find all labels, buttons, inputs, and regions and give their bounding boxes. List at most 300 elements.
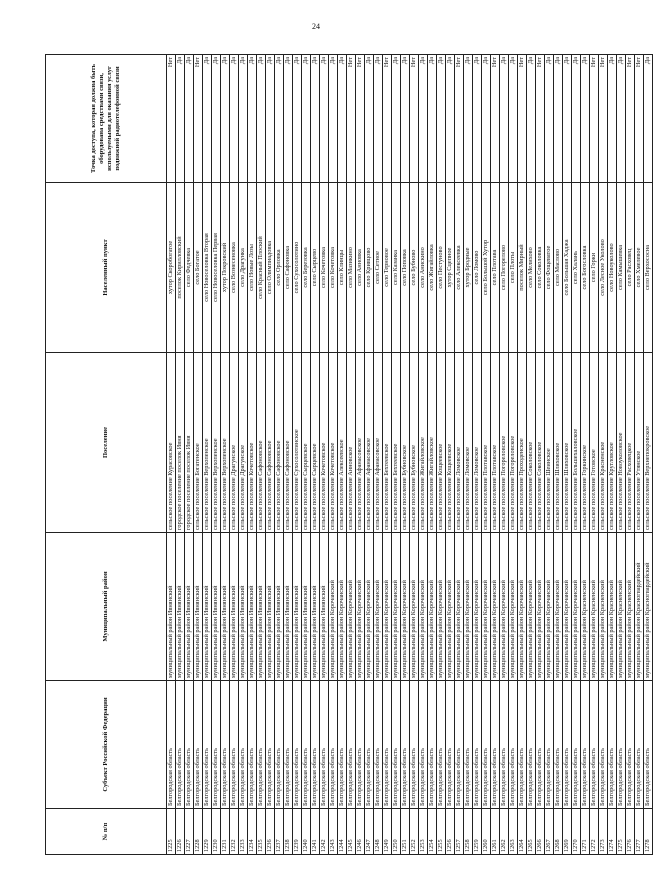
row-subject: Белгородская область <box>203 681 212 809</box>
row-number: 1239 <box>293 809 302 855</box>
row-access-point: Да <box>572 55 581 183</box>
row-access-point: Да <box>437 55 446 183</box>
row-settlement: сельское поселение Афанасовское <box>365 353 374 533</box>
row-settlement: сельское поселение Верхопенское <box>221 353 230 533</box>
row-district: муниципальный район Красненский <box>590 533 599 681</box>
row-subject: Белгородская область <box>194 681 203 809</box>
row-district: муниципальный район Ивнянский <box>293 533 302 681</box>
row-number: 1249 <box>383 809 392 855</box>
row-locality: село Красный Плоский <box>257 183 266 353</box>
row-access-point: Нет <box>590 55 599 183</box>
rotated-page <box>45 55 652 855</box>
row-locality: село Новоселовка Первая <box>212 183 221 353</box>
row-locality: село Богословка <box>581 183 590 353</box>
row-access-point: Нет <box>491 55 500 183</box>
row-locality: село Камышевка <box>617 183 626 353</box>
row-number: 1257 <box>455 809 464 855</box>
row-number: 1233 <box>239 809 248 855</box>
row-locality: поселок Мирный <box>518 183 527 353</box>
row-number: 1253 <box>419 809 428 855</box>
row-number: 1256 <box>446 809 455 855</box>
row-subject: Белгородская область <box>329 681 338 809</box>
row-district: муниципальный район Ивнянский <box>257 533 266 681</box>
row-district: муниципальный район Корочанский <box>356 533 365 681</box>
row-settlement: сельское поселение Красненское <box>599 353 608 533</box>
row-number: 1247 <box>365 809 374 855</box>
row-locality: село Вознесеновка <box>230 183 239 353</box>
table-row <box>374 55 383 855</box>
row-access-point: Да <box>248 55 257 183</box>
row-subject: Белгородская область <box>419 681 428 809</box>
table-row <box>176 55 185 855</box>
table-row <box>455 55 464 855</box>
table-row <box>266 55 275 855</box>
row-number: 1248 <box>374 809 383 855</box>
row-subject: Белгородская область <box>554 681 563 809</box>
row-settlement: сельское поселение Афанасовское <box>356 353 365 533</box>
row-subject: Белгородская область <box>266 681 275 809</box>
row-number: 1244 <box>338 809 347 855</box>
row-number: 1235 <box>257 809 266 855</box>
settlements-table <box>45 54 653 855</box>
row-access-point: Нет <box>635 55 644 183</box>
row-access-point: Да <box>500 55 509 183</box>
row-district: муниципальный район Корочанский <box>563 533 572 681</box>
table-row <box>185 55 194 855</box>
row-district: муниципальный район Корочанский <box>428 533 437 681</box>
row-district: муниципальный район Корочанский <box>383 533 392 681</box>
row-locality: село Погорелово <box>500 183 509 353</box>
row-subject: Белгородская область <box>230 681 239 809</box>
row-district: муниципальный район Красненский <box>599 533 608 681</box>
row-district: муниципальный район Красненский <box>581 533 590 681</box>
row-settlement: сельское поселение Афанасовское <box>374 353 383 533</box>
table-row <box>329 55 338 855</box>
row-subject: Белгородская область <box>563 681 572 809</box>
row-subject: Белгородская область <box>392 681 401 809</box>
row-district: муниципальный район Красненский <box>608 533 617 681</box>
row-access-point: Да <box>419 55 428 183</box>
row-number: 1268 <box>554 809 563 855</box>
row-subject: Белгородская область <box>545 681 554 809</box>
row-district: муниципальный район Красногвардейский <box>644 533 653 681</box>
row-locality: село Бубново <box>410 183 419 353</box>
row-district: муниципальный район Корочанский <box>329 533 338 681</box>
row-settlement: сельское поселение Сырцевское <box>311 353 320 533</box>
table-row <box>554 55 563 855</box>
row-access-point: Да <box>392 55 401 183</box>
row-settlement: сельское поселение Сафоновское <box>266 353 275 533</box>
row-access-point: Да <box>608 55 617 183</box>
row-subject: Белгородская область <box>275 681 284 809</box>
row-access-point: Нет <box>347 55 356 183</box>
row-subject: Белгородская область <box>185 681 194 809</box>
table-row <box>338 55 347 855</box>
table-row <box>644 55 653 855</box>
row-number: 1243 <box>329 809 338 855</box>
col-header-subject: Субъект Российской Федерации <box>46 681 167 809</box>
col-header-locality: Населенный пункт <box>46 183 167 353</box>
row-settlement: сельское поселение Бубновское <box>401 353 410 533</box>
row-settlement: сельское поселение Курасовское <box>167 353 176 533</box>
row-settlement: сельское поселение Большехаловское <box>572 353 581 533</box>
row-locality: село Маслово <box>554 183 563 353</box>
row-settlement: сельское поселение Кочетовское <box>329 353 338 533</box>
row-district: муниципальный район Корочанский <box>500 533 509 681</box>
row-locality: село Анновка <box>356 183 365 353</box>
row-subject: Белгородская область <box>464 681 473 809</box>
row-locality: село Фощеватое <box>545 183 554 353</box>
row-subject: Белгородская область <box>356 681 365 809</box>
row-access-point: Да <box>239 55 248 183</box>
row-settlement: сельское поселение Кочетовское <box>248 353 257 533</box>
row-access-point: Да <box>545 55 554 183</box>
row-number: 1259 <box>473 809 482 855</box>
row-locality: хутор Бродные <box>464 183 473 353</box>
col-header-district: Муниципальный район <box>46 533 167 681</box>
row-settlement: сельское поселение Шляховское <box>554 353 563 533</box>
col-header-settlement: Поселение <box>46 353 167 533</box>
row-number: 1272 <box>590 809 599 855</box>
row-access-point: Да <box>221 55 230 183</box>
row-subject: Белгородская область <box>527 681 536 809</box>
row-number: 1236 <box>266 809 275 855</box>
row-locality: село Федчевка <box>185 183 194 353</box>
row-access-point: Да <box>275 55 284 183</box>
row-subject: Белгородская область <box>176 681 185 809</box>
row-access-point: Да <box>527 55 536 183</box>
table-row <box>347 55 356 855</box>
row-locality: село Сухосолотино <box>293 183 302 353</box>
row-district: муниципальный район Ивнянский <box>221 533 230 681</box>
row-district: муниципальный район Корочанский <box>473 533 482 681</box>
row-subject: Белгородская область <box>167 681 176 809</box>
table-row <box>608 55 617 855</box>
row-settlement: сельское поселение Бехтеевское <box>383 353 392 533</box>
row-access-point: Да <box>266 55 275 183</box>
row-subject: Белгородская область <box>581 681 590 809</box>
row-district: муниципальный район Корочанский <box>347 533 356 681</box>
row-subject: Белгородская область <box>518 681 527 809</box>
row-subject: Белгородская область <box>401 681 410 809</box>
row-number: 1263 <box>509 809 518 855</box>
table-row <box>239 55 248 855</box>
row-number: 1265 <box>527 809 536 855</box>
row-access-point: Да <box>338 55 347 183</box>
row-number: 1254 <box>428 809 437 855</box>
table-body <box>167 55 653 855</box>
row-locality: село Кочетовка <box>329 183 338 353</box>
row-access-point: Нет <box>518 55 527 183</box>
row-settlement: сельское поселение Драгунское <box>230 353 239 533</box>
row-access-point: Да <box>311 55 320 183</box>
row-subject: Белгородская область <box>374 681 383 809</box>
row-settlement: сельское поселение Верхнепокровское <box>644 353 653 533</box>
table-row <box>590 55 599 855</box>
row-locality: село Большой Хутор <box>482 183 491 353</box>
row-district: муниципальный район Корочанский <box>392 533 401 681</box>
row-locality: село Клинцы <box>338 183 347 353</box>
table-row <box>302 55 311 855</box>
row-settlement: сельское поселение Бехтеевское <box>392 353 401 533</box>
table-row <box>599 55 608 855</box>
row-access-point: Да <box>176 55 185 183</box>
row-settlement: сельское поселение Сафоновское <box>284 353 293 533</box>
row-district: муниципальный район Корочанский <box>509 533 518 681</box>
row-subject: Белгородская область <box>482 681 491 809</box>
row-locality: село Казанка <box>392 183 401 353</box>
table-row <box>356 55 365 855</box>
row-settlement: сельское поселение Расховецкое <box>626 353 635 533</box>
table-row <box>518 55 527 855</box>
table-row <box>536 55 545 855</box>
row-settlement: сельское поселение Кочетовское <box>320 353 329 533</box>
table-row <box>509 55 518 855</box>
table-row <box>437 55 446 855</box>
row-settlement: сельское поселение Сафоновское <box>257 353 266 533</box>
row-subject: Белгородская область <box>383 681 392 809</box>
row-district: муниципальный район Ивнянский <box>320 533 329 681</box>
row-access-point: Нет <box>599 55 608 183</box>
row-subject: Белгородская область <box>617 681 626 809</box>
row-district: муниципальный район Красненский <box>626 533 635 681</box>
row-number: 1229 <box>203 809 212 855</box>
row-locality: село Сетное <box>374 183 383 353</box>
row-locality: село Ломово <box>473 183 482 353</box>
row-district: муниципальный район Ивнянский <box>311 533 320 681</box>
row-number: 1225 <box>167 809 176 855</box>
row-subject: Белгородская область <box>500 681 509 809</box>
row-access-point: Да <box>320 55 329 183</box>
row-settlement: сельское поселение Ломовское <box>455 353 464 533</box>
row-number: 1232 <box>230 809 239 855</box>
row-access-point: Да <box>473 55 482 183</box>
row-locality: село Кочетовка <box>320 183 329 353</box>
row-access-point: Да <box>563 55 572 183</box>
row-number: 1240 <box>302 809 311 855</box>
row-locality: село Орловка <box>275 183 284 353</box>
row-subject: Белгородская область <box>428 681 437 809</box>
row-number: 1269 <box>563 809 572 855</box>
row-locality: село Мазикино <box>347 183 356 353</box>
row-locality: село Новоселовка Вторая <box>203 183 212 353</box>
row-district: муниципальный район Корочанский <box>338 533 347 681</box>
row-settlement: сельское поселение Шеинское <box>545 353 554 533</box>
row-district: муниципальный район Корочанский <box>455 533 464 681</box>
row-locality: село Сырцево <box>311 183 320 353</box>
row-subject: Белгородская область <box>338 681 347 809</box>
col-header-access-point: Точка доступа, которая должна быть оборудована средствами связи, используемыми для оказания услуг подвижной радиотелефонной связи <box>46 55 167 183</box>
row-district: муниципальный район Ивнянский <box>230 533 239 681</box>
row-settlement: сельское поселение Богатенское <box>194 353 203 533</box>
table-row <box>545 55 554 855</box>
table-row <box>419 55 428 855</box>
row-settlement: сельское поселение Кощеевское <box>446 353 455 533</box>
row-locality: хутор Покровский <box>221 183 230 353</box>
row-subject: Белгородская область <box>590 681 599 809</box>
row-locality: село Новоуколово <box>608 183 617 353</box>
row-subject: Белгородская область <box>347 681 356 809</box>
row-access-point: Нет <box>356 55 365 183</box>
row-number: 1271 <box>581 809 590 855</box>
row-number: 1261 <box>491 809 500 855</box>
row-subject: Белгородская область <box>536 681 545 809</box>
row-access-point: Да <box>302 55 311 183</box>
table-row <box>293 55 302 855</box>
row-access-point: Нет <box>626 55 635 183</box>
row-subject: Белгородская область <box>455 681 464 809</box>
table-row <box>275 55 284 855</box>
row-subject: Белгородская область <box>221 681 230 809</box>
row-number: 1228 <box>194 809 203 855</box>
row-district: муниципальный район Корочанский <box>365 533 374 681</box>
row-number: 1241 <box>311 809 320 855</box>
row-locality: село Лесное Уколово <box>599 183 608 353</box>
row-subject: Белгородская область <box>635 681 644 809</box>
table-row <box>527 55 536 855</box>
row-locality: село Анискино <box>419 183 428 353</box>
table-row <box>365 55 374 855</box>
row-access-point: Нет <box>455 55 464 183</box>
table-row <box>581 55 590 855</box>
row-settlement: сельское поселение Плотавское <box>482 353 491 533</box>
table-row <box>572 55 581 855</box>
row-access-point: Да <box>446 55 455 183</box>
row-access-point: Да <box>365 55 374 183</box>
row-number: 1266 <box>536 809 545 855</box>
row-access-point: Да <box>428 55 437 183</box>
row-access-point: Да <box>374 55 383 183</box>
row-access-point: Нет <box>194 55 203 183</box>
row-locality: село Сафоновка <box>284 183 293 353</box>
row-district: муниципальный район Красненский <box>617 533 626 681</box>
row-subject: Белгородская область <box>311 681 320 809</box>
row-subject: Белгородская область <box>644 681 653 809</box>
table-row <box>446 55 455 855</box>
row-district: муниципальный район Корочанский <box>446 533 455 681</box>
table-row <box>473 55 482 855</box>
row-number: 1273 <box>599 809 608 855</box>
row-district: муниципальный район Корочанский <box>419 533 428 681</box>
row-settlement: сельское поселение Жигайловское <box>428 353 437 533</box>
row-locality: село Олимпиадовка <box>266 183 275 353</box>
table-row <box>320 55 329 855</box>
row-district: муниципальный район Ивнянский <box>248 533 257 681</box>
row-subject: Белгородская область <box>284 681 293 809</box>
row-access-point: Да <box>257 55 266 183</box>
row-subject: Белгородская область <box>572 681 581 809</box>
row-subject: Белгородская область <box>212 681 221 809</box>
row-number: 1255 <box>437 809 446 855</box>
row-number: 1276 <box>626 809 635 855</box>
row-settlement: городское поселение поселок Ивня <box>185 353 194 533</box>
row-district: муниципальный район Корочанский <box>401 533 410 681</box>
row-district: муниципальный район Красногвардейский <box>635 533 644 681</box>
row-number: 1237 <box>275 809 284 855</box>
row-subject: Белгородская область <box>473 681 482 809</box>
row-district: муниципальный район Ивнянский <box>212 533 221 681</box>
row-locality: село Алексеевка <box>455 183 464 353</box>
row-locality: село Новые Лозы <box>248 183 257 353</box>
row-settlement: сельское поселение Соколовское <box>536 353 545 533</box>
row-settlement: сельское поселение Анновское <box>347 353 356 533</box>
row-district: муниципальный район Ивнянский <box>194 533 203 681</box>
table-row <box>212 55 221 855</box>
row-locality: село Соколовка <box>536 183 545 353</box>
table-row <box>194 55 203 855</box>
row-district: муниципальный район Ивнянский <box>284 533 293 681</box>
row-number: 1262 <box>500 809 509 855</box>
row-number: 1245 <box>347 809 356 855</box>
row-district: муниципальный район Корочанский <box>518 533 527 681</box>
row-locality: хутор Скоробогатое <box>167 183 176 353</box>
page-number: 24 <box>312 22 320 31</box>
row-access-point: Да <box>293 55 302 183</box>
col-header-num: № п/п <box>46 809 167 855</box>
table-row <box>626 55 635 855</box>
row-number: 1234 <box>248 809 257 855</box>
row-number: 1242 <box>320 809 329 855</box>
row-settlement: сельское поселение Кощеевское <box>437 353 446 533</box>
row-subject: Белгородская область <box>248 681 257 809</box>
row-access-point: Да <box>185 55 194 183</box>
row-district: муниципальный район Корочанский <box>437 533 446 681</box>
row-locality: село Жигайловка <box>428 183 437 353</box>
row-number: 1226 <box>176 809 185 855</box>
table-row <box>482 55 491 855</box>
row-locality: село Мелихово <box>527 183 536 353</box>
row-district: муниципальный район Ивнянский <box>176 533 185 681</box>
row-settlement: сельское поселение Сафоновское <box>275 353 284 533</box>
row-number: 1230 <box>212 809 221 855</box>
row-subject: Белгородская область <box>437 681 446 809</box>
row-access-point: Да <box>554 55 563 183</box>
row-settlement: городское поселение поселок Ивня <box>176 353 185 533</box>
table-row <box>401 55 410 855</box>
row-locality: хутор Сцепное <box>446 183 455 353</box>
row-locality: село Богатое <box>194 183 203 353</box>
table-row <box>500 55 509 855</box>
row-settlement: сельское поселение Драгунское <box>239 353 248 533</box>
row-subject: Белгородская область <box>257 681 266 809</box>
table-row <box>392 55 401 855</box>
row-district: муниципальный район Корочанский <box>374 533 383 681</box>
row-number: 1227 <box>185 809 194 855</box>
row-locality: село Пестуново <box>437 183 446 353</box>
row-access-point: Да <box>401 55 410 183</box>
table-header-row <box>46 55 167 855</box>
row-settlement: сельское поселение Готовское <box>590 353 599 533</box>
row-subject: Белгородская область <box>410 681 419 809</box>
table-row <box>635 55 644 855</box>
row-settlement: сельское поселение Верхопенское <box>203 353 212 533</box>
row-access-point: Да <box>617 55 626 183</box>
table-row <box>257 55 266 855</box>
row-settlement: сельское поселение Сухосолотинское <box>293 353 302 533</box>
row-district: муниципальный район Корочанский <box>527 533 536 681</box>
row-subject: Белгородская область <box>446 681 455 809</box>
row-settlement: сельское поселение Шляховское <box>563 353 572 533</box>
table-row <box>428 55 437 855</box>
row-settlement: сельское поселение Верхопенское <box>212 353 221 533</box>
row-subject: Белгородская область <box>626 681 635 809</box>
row-locality: село Горки <box>590 183 599 353</box>
row-locality: село Верхососна <box>644 183 653 353</box>
row-locality: село Терновое <box>383 183 392 353</box>
table-row <box>491 55 500 855</box>
row-settlement: сельское поселение Сырцевское <box>302 353 311 533</box>
row-access-point: Да <box>644 55 653 183</box>
